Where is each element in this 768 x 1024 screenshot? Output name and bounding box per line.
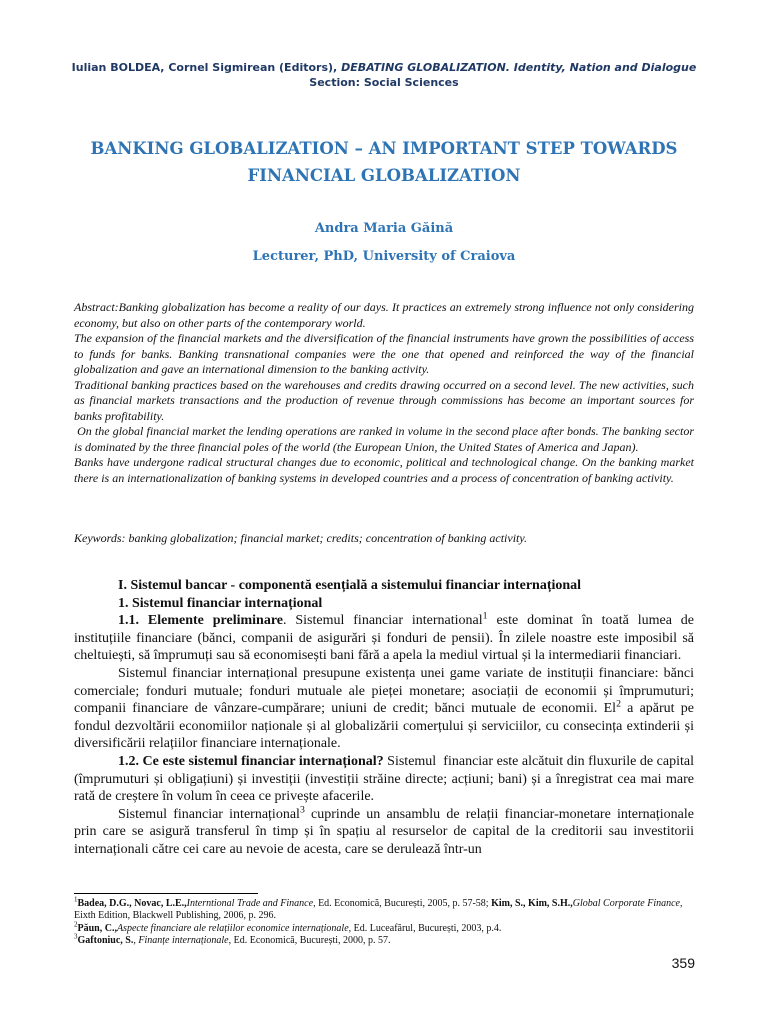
- body-text: [74, 577, 698, 859]
- paragraph-text: . Sistemul financiar international: [283, 613, 483, 629]
- footnote-text: , Ed. Economică, București, 2000, p. 57.: [228, 935, 391, 947]
- header-editors: Iulian BOLDEA, Cornel Sigmirean (Editors),: [71, 61, 338, 74]
- title-line-2: FINANCIAL GLOBALIZATION: [247, 166, 521, 185]
- paragraph-text: cuprinde un ansamblu de relații financiar-monetare internaționale prin care se asigură transferul în timp și în spațiu al resurselor de capital de la creditorii sau investitorii internaționali către cei care au nevoie de acesta, care se derulează într-un: [74, 806, 694, 857]
- title-line-1: BANKING GLOBALIZATION – AN IMPORTANT STEP TOWARDS: [90, 139, 678, 158]
- footnote-ref[interactable]: 1: [482, 610, 488, 622]
- footnote-number: 2: [74, 920, 78, 929]
- footnote: [74, 920, 694, 935]
- footnote-text: ,: [133, 935, 139, 947]
- body-paragraph: [74, 665, 694, 753]
- footnote-authors: Badea, D.G., Novac, L.E.,: [77, 898, 187, 909]
- body-paragraph: [74, 753, 698, 806]
- paragraph-heading: 1.1. Elemente preliminare: [118, 613, 283, 629]
- footnote-number: 3: [74, 932, 78, 941]
- paragraph-text: este dominat în toată lumea de instituțiile financiare (bănci, companii de asigurări și fonduri de pensii). În zilele noastre este imposibil să cheltuiești, să împrumuți sau să economisești bani fără a apela la mediul virtual și la intermediarii financiari.: [74, 613, 695, 664]
- author-affiliation: Lecturer, PhD, University of Craiova: [252, 249, 516, 264]
- header-section: Section: Social Sciences: [309, 76, 459, 89]
- paper-title: [60, 135, 708, 189]
- footnote: [74, 932, 694, 947]
- footnote-ref[interactable]: 2: [616, 698, 621, 710]
- paragraph-text: Sistemul financiar este alcătuit din fluxurile de capital (împrumuturi și obligațiuni) și investiții (investiții străine directe; acțiuni; bani) și a înregistrat cea mai mare rată de creștere în volum în ceea ce privește afacerile.: [74, 753, 698, 805]
- header-line-1: [60, 60, 708, 75]
- footnote-authors: Păun, C.,: [77, 922, 117, 934]
- footnote: [74, 895, 694, 923]
- subsection-heading: 1. Sistemul financiar internațional: [118, 595, 323, 611]
- footnote-authors: Kim, S., Kim, S.H.,: [491, 898, 573, 909]
- footnote-divider: [74, 893, 258, 894]
- footnote-title: Finanțe internaționale: [138, 935, 229, 947]
- footnote-ref[interactable]: 3: [299, 804, 305, 816]
- footnotes: [74, 895, 694, 948]
- abstract: [74, 300, 697, 486]
- keywords: Keywords: banking globalization; financial market; credits; concentration of banking activity.: [74, 531, 528, 545]
- footnote-authors: Gaftoniuc, S.: [77, 935, 134, 947]
- author-name: Andra Maria Găină: [314, 221, 454, 236]
- footnote-number: 1: [74, 895, 78, 904]
- page-number: 359: [671, 955, 695, 971]
- paragraph-text: a apărut pe fondul dezvoltării economiilor naționale și al globalizării comerțului și serviciilor, cu consecința extinderii și diversificării relațiilor financiare internaționale.: [74, 701, 694, 752]
- section-heading: I. Sistemul bancar - componentă esențială a sistemului financiar internațional: [118, 578, 582, 593]
- abstract-paragraph: Traditional banking practices based on the warehouses and credits drawing occurred on a second level. The new activities, such as financial markets transactions and the production of revenue through commissions has become an important sources for banks profitability.: [74, 377, 694, 423]
- paragraph-text: Sistemul financiar internațional presupune existența unei game variate de instituții financiare: bănci comerciale; fonduri mutuale; fonduri mutuale ale pieței monetare; asociații de economii și împrumuturi; companii financiare de vânzare-cumpărare; uniuni de credit; bănci mutuale de economii. El: [74, 665, 694, 717]
- running-header: [60, 60, 708, 90]
- paragraph-heading: 1.2. Ce este sistemul financiar internațional?: [118, 753, 384, 769]
- abstract-paragraph: The expansion of the financial markets and the diversification of the financial instruments have grown the possibilities of access to funds for banks. Banking transnational companies were the one that opened and reinforced the way of the financial globalization and gave an international dimension to the banking activity.: [74, 331, 694, 376]
- abstract-paragraph: Banks have undergone radical structural changes due to economic, political and technological change. On the banking market there is an internationalization of banking systems in developed countries and a process of concentration of banking activity.: [74, 455, 694, 485]
- footnote-title: Interntional Trade and Finance: [186, 898, 314, 909]
- footnote-title: Global Corporate Finance: [572, 898, 680, 909]
- abstract-paragraph: Abstract:Banking globalization has become a reality of our days. It practices an extremely strong influence not only considering economy, but also on other parts of the contemporary world.: [74, 300, 694, 330]
- header-book-title: DEBATING GLOBALIZATION. Identity, Nation and Dialogue: [341, 61, 697, 74]
- abstract-paragraph: On the global financial market the lending operations are ranked in volume in the second place after bonds. The banking sector is dominated by the three financial poles of the world (the European Union, the United States of America and Japan).: [74, 424, 697, 454]
- footnote-title: Aspecte financiare ale relațiilor economice internaționale: [116, 922, 349, 934]
- footnote-text: , Ed. Luceafărul, București, 2003, p.4.: [348, 922, 502, 934]
- paragraph-text: Sistemul financiar internațional: [118, 806, 300, 822]
- body-paragraph: [74, 806, 694, 859]
- footnote-text: , Ed. Economică, București, 2005, p. 57-58;: [313, 898, 492, 909]
- footnote-text: , Eixth Edition, Blackwell Publishing, 2006, p. 296.: [74, 898, 683, 922]
- body-paragraph: [74, 612, 694, 665]
